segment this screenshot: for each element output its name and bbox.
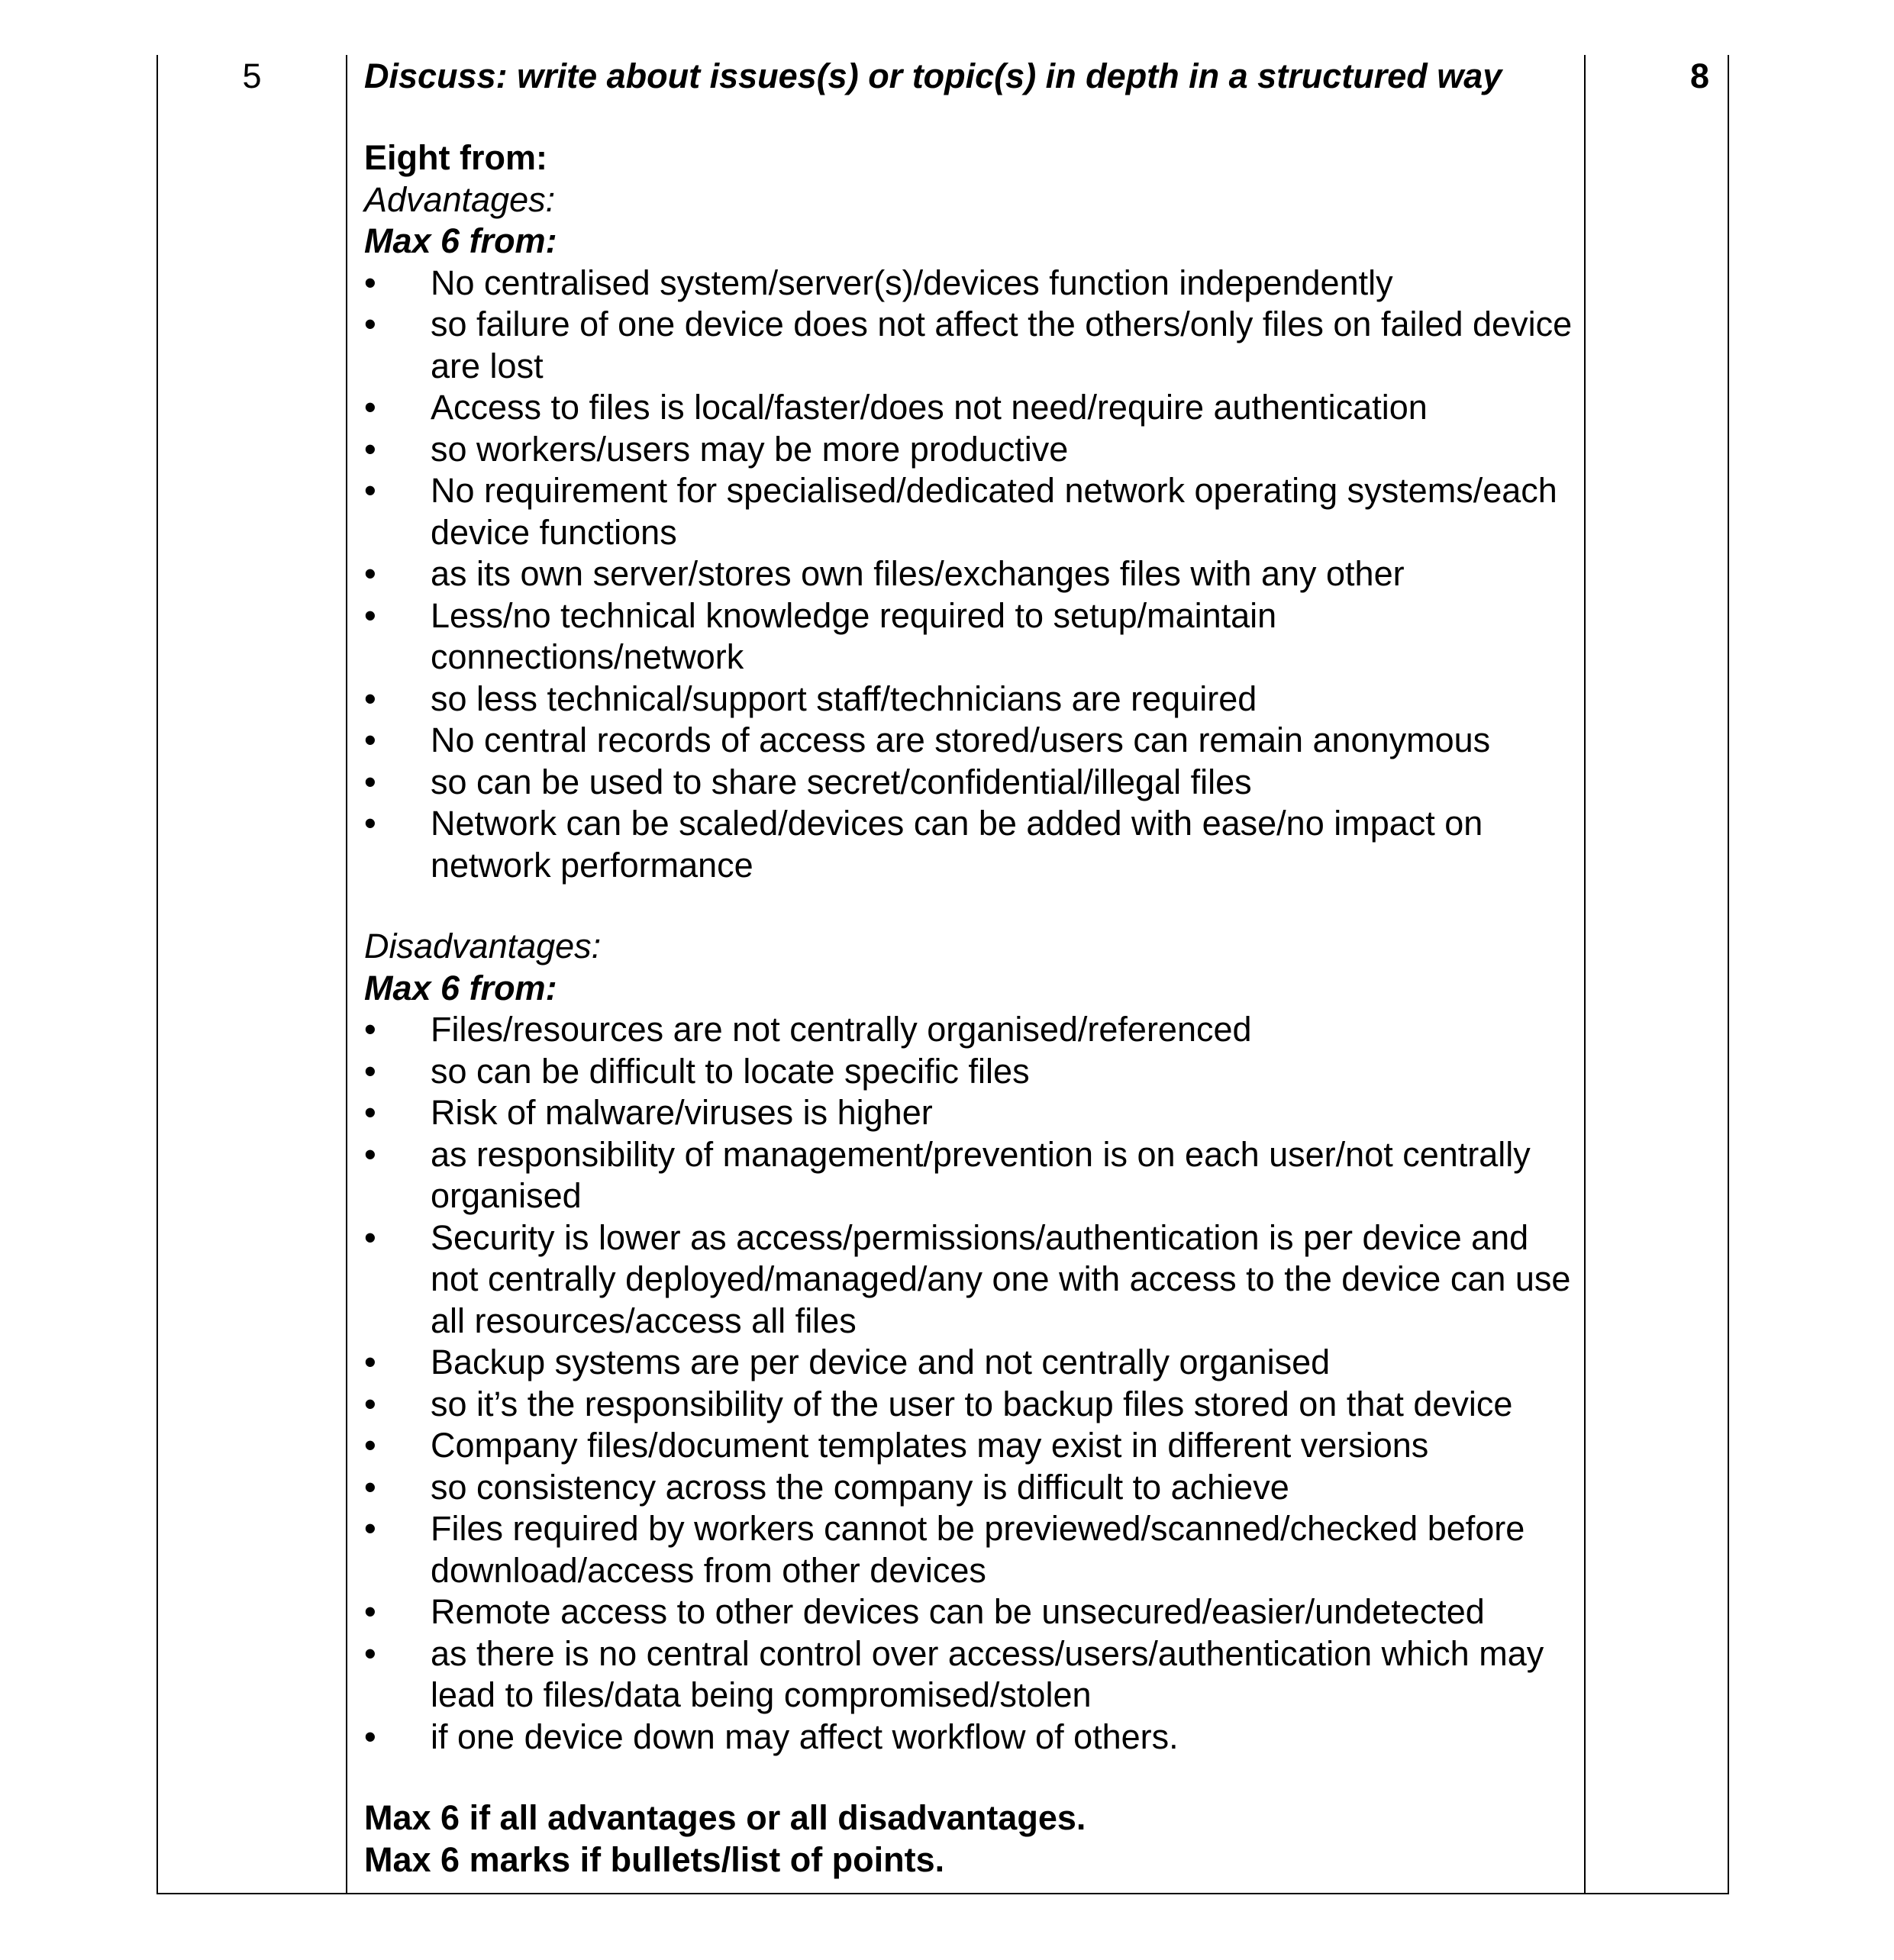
- list-item: • so consistency across the company is difficult to achieve: [364, 1467, 1578, 1509]
- table-border-bottom: [156, 1893, 1729, 1894]
- list-item: • so failure of one device does not affect the others/only files on failed device are lost: [364, 304, 1578, 387]
- list-item: • Security is lower as access/permissions/authentication is per device and not centrally deployed/managed/any one with access to the device can use all resources/access all files: [364, 1217, 1578, 1343]
- disadvantages-label: Disadvantages:: [364, 927, 602, 965]
- list-item: • as its own server/stores own files/exchanges files with any other: [364, 553, 1578, 595]
- question-marks: 8: [1689, 56, 1709, 95]
- advantages-list: [364, 263, 1578, 887]
- list-item: • No requirement for specialised/dedicated network operating systems/each device functions: [364, 470, 1578, 553]
- list-item: • Backup systems are per device and not centrally organised: [364, 1342, 1578, 1384]
- question-heading: Discuss: write about issues(s) or topic(s) in depth in a structured way: [364, 56, 1502, 95]
- list-item: • Files required by workers cannot be previewed/scanned/checked before download/access from other devices: [364, 1508, 1578, 1591]
- mark-scheme-table: [156, 55, 1728, 1894]
- list-item: • Remote access to other devices can be unsecured/easier/undetected: [364, 1591, 1578, 1633]
- list-item: • No central records of access are stored/users can remain anonymous: [364, 720, 1578, 762]
- disadvantages-list: [364, 1009, 1578, 1758]
- list-item: • so less technical/support staff/technicians are required: [364, 679, 1578, 720]
- list-item: • as there is no central control over access/users/authentication which may lead to files/data being compromised/stolen: [364, 1633, 1578, 1717]
- marking-note-2: Max 6 marks if bullets/list of points.: [364, 1839, 945, 1879]
- disadvantages-max-label: Max 6 from:: [364, 968, 557, 1007]
- list-item: • Company files/document templates may exist in different versions: [364, 1425, 1578, 1467]
- list-item: • Risk of malware/viruses is higher: [364, 1092, 1578, 1134]
- marking-note-1: Max 6 if all advantages or all disadvantages.: [364, 1798, 1086, 1837]
- answer-content: [364, 55, 1578, 1881]
- list-item: • so workers/users may be more productive: [364, 429, 1578, 471]
- list-item: • as responsibility of management/prevention is on each user/not centrally organised: [364, 1134, 1578, 1217]
- list-item: • so can be difficult to locate specific files: [364, 1051, 1578, 1093]
- list-item: • Less/no technical knowledge required to setup/maintain connections/network: [364, 595, 1578, 679]
- column-divider-1: [346, 55, 347, 1894]
- list-item: • Network can be scaled/devices can be added with ease/no impact on network performance: [364, 803, 1578, 886]
- advantages-label: Advantages:: [364, 179, 556, 219]
- list-item: • if one device down may affect workflow of others.: [364, 1717, 1578, 1759]
- list-item: • so it’s the responsibility of the user to backup files stored on that device: [364, 1384, 1578, 1426]
- advantages-max-label: Max 6 from:: [364, 221, 557, 260]
- list-item: • Files/resources are not centrally organised/referenced: [364, 1009, 1578, 1051]
- list-item: • Access to files is local/faster/does not need/require authentication: [364, 387, 1578, 429]
- question-number: 5: [242, 56, 262, 95]
- list-item: • so can be used to share secret/confidential/illegal files: [364, 762, 1578, 804]
- table-border-right: [1728, 55, 1729, 1894]
- column-divider-2: [1584, 55, 1586, 1894]
- list-item: • No centralised system/server(s)/devices function independently: [364, 263, 1578, 305]
- table-border-left: [156, 55, 158, 1894]
- eight-from-label: Eight from:: [364, 138, 547, 177]
